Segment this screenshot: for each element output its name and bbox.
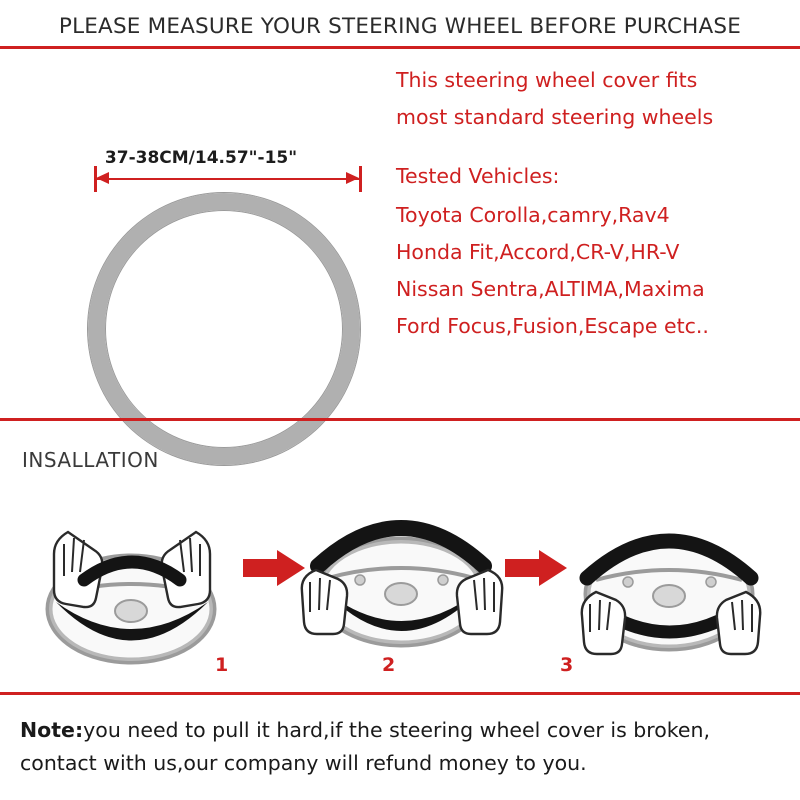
vehicle-line-honda: Honda Fit,Accord,CR-V,HR-V <box>396 240 680 264</box>
dimension-arrowhead-left-icon <box>96 172 109 184</box>
installation-step-2-illustration <box>288 474 518 674</box>
note-line-2: contact with us,our company will refund money to you. <box>20 751 587 775</box>
note-line-1: you need to pull it hard,if the steering wheel cover is broken, <box>83 718 711 742</box>
dimension-label: 37-38CM/14.57"-15" <box>104 148 298 168</box>
dimension-cap-right <box>359 166 362 192</box>
note-text <box>20 714 788 780</box>
tested-vehicles-title: Tested Vehicles: <box>396 164 560 188</box>
steering-wheel-ring-illustration <box>88 193 360 465</box>
installation-step-3-illustration <box>556 474 786 674</box>
divider-top <box>0 46 800 49</box>
vehicle-line-nissan: Nissan Sentra,ALTIMA,Maxima <box>396 277 705 301</box>
divider-middle <box>0 418 800 421</box>
page-title: PLEASE MEASURE YOUR STEERING WHEEL BEFORE PURCHASE <box>58 14 742 39</box>
vehicle-line-ford: Ford Focus,Fusion,Escape etc.. <box>396 314 709 338</box>
step-number-2: 2 <box>382 654 396 676</box>
fitment-info <box>396 62 788 345</box>
installation-title: INSALLATION <box>22 448 159 472</box>
fitment-intro-line-2: most standard steering wheels <box>396 105 714 129</box>
dimension-arrowhead-right-icon <box>346 172 359 184</box>
vehicle-line-toyota: Toyota Corolla,camry,Rav4 <box>396 203 670 227</box>
step-number-1: 1 <box>215 654 229 676</box>
step-number-3: 3 <box>560 654 574 676</box>
dimension-arrow-line <box>94 178 362 180</box>
installation-step-1-illustration <box>18 474 248 674</box>
measurement-diagram <box>20 60 370 410</box>
divider-bottom <box>0 692 800 695</box>
note-label: Note: <box>20 718 84 742</box>
fitment-intro <box>396 62 788 136</box>
fitment-intro-line-1: This steering wheel cover fits <box>396 68 698 92</box>
